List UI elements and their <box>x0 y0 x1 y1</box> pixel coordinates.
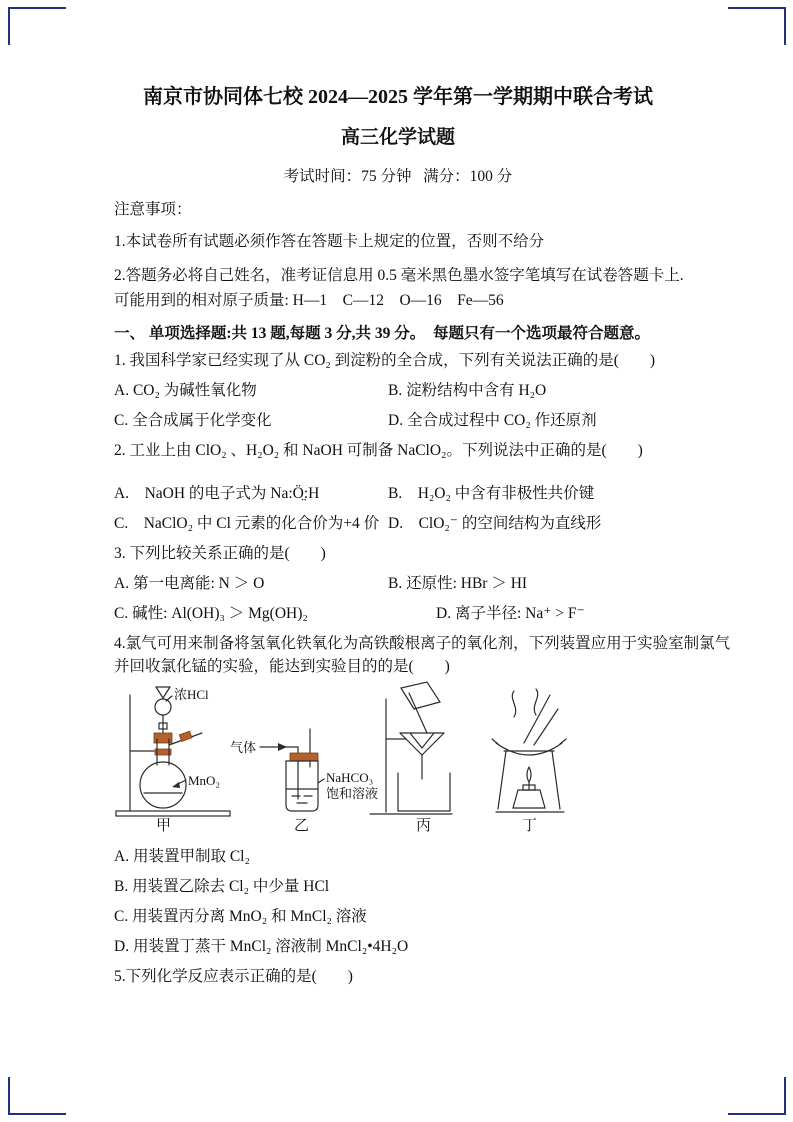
apparatus-diagram <box>114 681 584 833</box>
page-title: 南京市协同体七校 2024—2025 学年第一学期期中联合考试 <box>143 86 653 108</box>
q4-stem-line-1: 4.氯气可用来制备将氢氧化铁氧化为高铁酸根离子的氧化剂，下列装置应用于实验室制氯气 <box>114 635 731 652</box>
atomic-mass-line: 可能用到的相对原子质量: H—1 C—12 O—16 Fe—56 <box>114 292 504 309</box>
label-ding: 丁 <box>522 818 538 833</box>
q3-options-row-2 <box>114 603 758 624</box>
label-jia: 甲 <box>156 818 172 833</box>
q4-option-c: C. 用装置丙分离 MnO₂ 和 MnCl₂ 溶液 <box>114 908 367 925</box>
corner-mark-top-left <box>8 7 66 45</box>
notice-line-1: 1.本试卷所有试题必须作答在答题卡上规定的位置，否则不给分 <box>114 233 545 250</box>
notice-line-2: 2.答题务必将自己姓名，准考证信息用 0.5 毫米黑色墨水签字笔填写在试卷答题卡上. <box>114 267 684 284</box>
section-heading: 一、 单项选择题:共 13 题,每题 3 分,共 39 分。 每题只有一个选项最符合题意。 <box>114 325 651 342</box>
label-nahco3: NaHCO₃ <box>326 770 374 785</box>
label-mno2: MnO₂ <box>188 773 220 788</box>
q3-option-b: B. 还原性: HBr ＞ HI <box>388 575 528 592</box>
q3-option-d: D. 离子半径: Na⁺ > F⁻ <box>436 605 585 622</box>
q1-option-b: B. 淀粉结构中含有 H₂O <box>388 382 547 399</box>
connector-jia <box>179 731 192 741</box>
q4-option-a: A. 用装置甲制取 Cl₂ <box>114 848 250 865</box>
stopper-yi <box>290 753 318 761</box>
label-conc-hcl: 浓HCl <box>174 687 209 702</box>
q4-option-b: B. 用装置乙除去 Cl₂ 中少量 HCl <box>114 878 330 895</box>
exam-info: 考试时间：75 分钟 满分：100 分 <box>283 168 513 185</box>
q2-option-c: C. NaClO₂ 中 Cl 元素的化合价为+4 价 <box>114 515 380 532</box>
q2-options-row-2 <box>114 513 758 534</box>
label-yi: 乙 <box>294 818 310 833</box>
apparatus-bing-filtration <box>370 682 452 833</box>
label-bing: 丙 <box>416 818 432 833</box>
corner-mark-bottom-left <box>8 1077 66 1115</box>
q2-option-d: D. ClO₂⁻ 的空间结构为直线形 <box>388 515 602 532</box>
q1-option-d: D. 全合成过程中 CO₂ 作还原剂 <box>388 412 597 429</box>
q3-option-a: A. 第一电离能: N ＞ O <box>114 575 265 592</box>
q2-stem: 2. 工业上由 ClO₂ 、H₂O₂ 和 NaOH 可制备 NaClO₂。下列说法中正确的是( ) <box>114 442 643 459</box>
mno2-arrowhead-icon <box>172 782 180 788</box>
q4-figure <box>114 681 758 838</box>
exam-paper <box>114 84 758 987</box>
q3-option-c: C. 碱性: Al(OH)₃ ＞ Mg(OH)₂ <box>114 605 308 622</box>
q2-options-row-1 <box>114 483 758 504</box>
q1-option-c: C. 全合成属于化学变化 <box>114 412 272 429</box>
apparatus-yi-washing-bottle <box>230 729 378 833</box>
paper-header <box>114 84 682 187</box>
q1-options-row-2 <box>114 410 758 431</box>
q1-options-row-1 <box>114 380 758 401</box>
label-saturated-solution: 饱和溶液 <box>326 786 379 801</box>
q2-option-b: B. H₂O₂ 中含有非极性共价键 <box>388 485 595 502</box>
q4-stem-line-2: 并回收氯化锰的实验，能达到实验目的的是( ) <box>114 658 450 675</box>
corner-mark-top-right <box>728 7 786 45</box>
q4-option-d: D. 用装置丁蒸干 MnCl₂ 溶液制 MnCl₂•4H₂O <box>114 938 409 955</box>
q3-options-row-1 <box>114 573 758 594</box>
page-subtitle: 高三化学试题 <box>340 127 455 148</box>
q3-stem: 3. 下列比较关系正确的是( ) <box>114 545 326 562</box>
notice-heading: 注意事项： <box>114 201 192 218</box>
corner-mark-bottom-right <box>728 1077 786 1115</box>
q2-option-a: A. NaOH 的电子式为 Na:Ö̤:H <box>114 485 320 502</box>
apparatus-ding-evaporation <box>492 689 566 833</box>
q1-option-a: A. CO₂ 为碱性氧化物 <box>114 382 257 399</box>
q5-stem: 5.下列化学反应表示正确的是( ) <box>114 968 353 985</box>
q1-stem: 1. 我国科学家已经实现了从 CO₂ 到淀粉的全合成，下列有关说法正确的是( ) <box>114 352 656 369</box>
label-gas: 气体 <box>230 740 257 755</box>
apparatus-jia-generator <box>116 687 230 833</box>
